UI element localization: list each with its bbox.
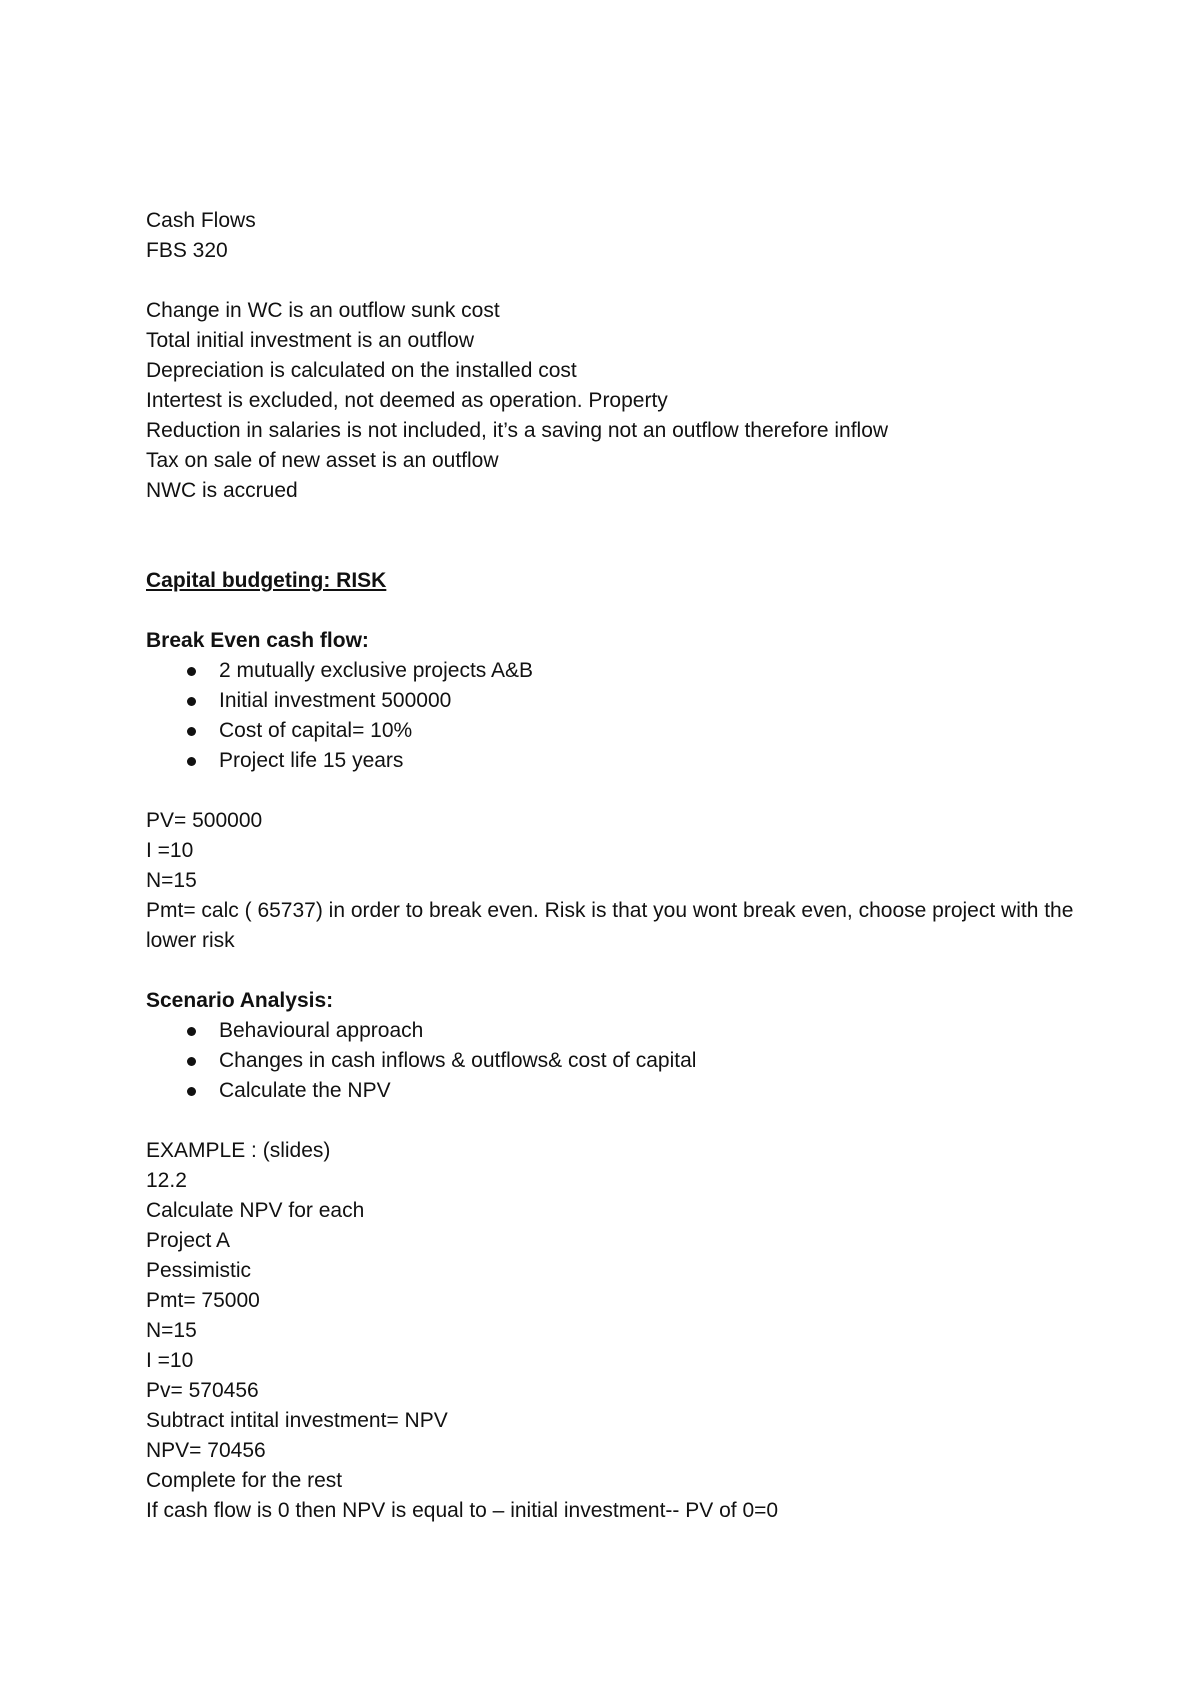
list-item-text: Changes in cash inflows & outflows& cost of capital	[219, 1049, 697, 1072]
list-item-text: Initial investment 500000	[219, 689, 452, 712]
example-line: Complete for the rest	[146, 1469, 343, 1492]
bullet-icon	[187, 697, 196, 706]
example-line: Pv= 570456	[146, 1379, 259, 1402]
example-line: NPV= 70456	[146, 1439, 266, 1462]
scenario-list	[146, 1016, 1076, 1106]
spacer	[146, 596, 1076, 626]
list-item	[146, 746, 1076, 776]
doc-title: Cash Flows	[146, 209, 256, 232]
bullet-icon	[187, 727, 196, 736]
spacer	[146, 1106, 1076, 1136]
list-item	[146, 656, 1076, 686]
calc-line: Pmt= calc ( 65737) in order to break even. Risk is that you wont break even, choose project with the lower risk	[146, 899, 1080, 952]
note-line: Tax on sale of new asset is an outflow	[146, 449, 499, 472]
note-line: NWC is accrued	[146, 479, 298, 502]
example-line: Pessimistic	[146, 1259, 252, 1282]
list-item	[146, 1046, 1076, 1076]
list-item-text: Calculate the NPV	[219, 1079, 391, 1102]
calc-line: PV= 500000	[146, 809, 263, 832]
spacer	[146, 506, 1076, 566]
spacer	[146, 776, 1076, 806]
list-item-text: 2 mutually exclusive projects A&B	[219, 659, 533, 682]
note-line: Intertest is excluded, not deemed as operation. Property	[146, 389, 668, 412]
bullet-icon	[187, 1027, 196, 1036]
list-item-text: Cost of capital= 10%	[219, 719, 413, 742]
spacer	[146, 956, 1076, 986]
course-code: FBS 320	[146, 239, 228, 262]
bullet-icon	[187, 1087, 196, 1096]
calc-line: I =10	[146, 839, 194, 862]
list-item	[146, 1016, 1076, 1046]
break-even-list	[146, 656, 1076, 776]
example-line: Calculate NPV for each	[146, 1199, 365, 1222]
spacer	[146, 266, 1076, 296]
calc-line: N=15	[146, 869, 197, 892]
list-item-text: Project life 15 years	[219, 749, 404, 772]
list-item	[146, 1076, 1076, 1106]
note-line: Total initial investment is an outflow	[146, 329, 474, 352]
example-line: N=15	[146, 1319, 197, 1342]
note-line: Change in WC is an outflow sunk cost	[146, 299, 500, 322]
list-item-text: Behavioural approach	[219, 1019, 424, 1042]
example-line: EXAMPLE : (slides)	[146, 1139, 331, 1162]
list-item	[146, 716, 1076, 746]
bullet-icon	[187, 667, 196, 676]
example-line: Subtract intital investment= NPV	[146, 1409, 448, 1432]
list-item	[146, 686, 1076, 716]
example-line: If cash flow is 0 then NPV is equal to – initial investment-- PV of 0=0	[146, 1499, 779, 1522]
scenario-heading: Scenario Analysis:	[146, 989, 334, 1012]
bullet-icon	[187, 757, 196, 766]
note-line: Depreciation is calculated on the installed cost	[146, 359, 577, 382]
note-line: Reduction in salaries is not included, it’s a saving not an outflow therefore inflow	[146, 419, 889, 442]
section-heading: Capital budgeting: RISK	[146, 569, 387, 592]
bullet-icon	[187, 1057, 196, 1066]
example-line: Project A	[146, 1229, 231, 1252]
example-line: Pmt= 75000	[146, 1289, 260, 1312]
document-body	[146, 206, 1080, 1526]
example-line: I =10	[146, 1349, 194, 1372]
example-line: 12.2	[146, 1169, 187, 1192]
break-even-heading: Break Even cash flow:	[146, 629, 369, 652]
